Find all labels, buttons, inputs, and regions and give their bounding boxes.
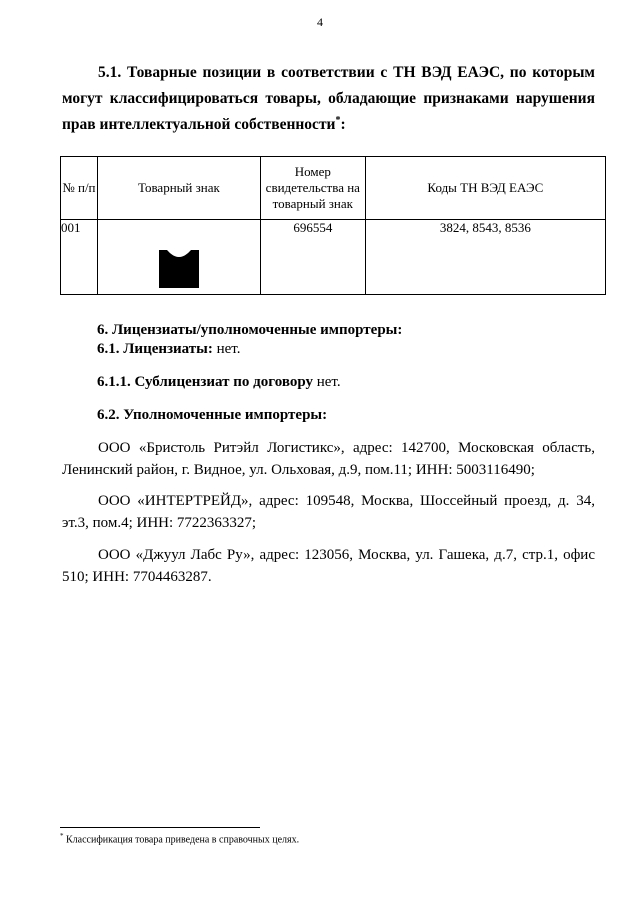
cell-codes: 3824, 8543, 8536 [365,220,605,295]
section-6-1-1-label: 6.1.1. Сублицензиат по договору [97,374,313,390]
header-trademark: Товарный знак [97,157,260,220]
section-6-2-label: 6.2. Уполномоченные импортеры: [97,407,328,423]
footnote-text: Классификация товара приведена в справочных целях. [63,834,300,846]
importer-paragraph: ООО «Бристоль Ритэйл Логистикс», адрес: 142700, Московская область, Ленинский район, г. Видное, ул. Ольховая, д.9, пом.11; ИНН: 5003116490; [62,440,595,478]
header-certificate: Номер свидетельства на товарный знак [260,157,365,220]
footnote [60,832,299,845]
header-number: № п/п [61,157,98,220]
cell-number: 001 [61,220,98,295]
trademark-logo-icon [159,250,199,288]
footnote-divider [60,827,260,828]
footnote-mark: * [60,832,64,840]
table-row [61,220,606,295]
footnote-reference: * [335,114,341,126]
table-header-row [61,157,606,220]
trademark-table [60,156,606,295]
section-6-1-value: нет. [212,341,241,357]
section-6-1 [97,341,241,358]
section-5-1-heading-text: 5.1. Товарные позиции в соответствии с ТН ВЭД ЕАЭС, по которым могут классифицироваться товары, обладающие признаками нарушения прав интеллектуальной собственности [62,64,595,133]
cell-certificate: 696554 [260,220,365,295]
section-5-1-heading-colon: : [340,116,346,133]
importer-paragraph: ООО «ИНТЕРТРЕЙД», адрес: 109548, Москва, Шоссейный проезд, д. 34, эт.3, пом.4; ИНН: 7722363327; [62,493,595,531]
section-6-title [97,322,402,339]
header-codes: Коды ТН ВЭД ЕАЭС [365,157,605,220]
page-number: 4 [317,15,323,29]
section-6-1-1-value: нет. [312,374,341,390]
cell-trademark [97,220,260,295]
section-6-1-label: 6.1. Лицензиаты: [97,341,213,357]
importer-paragraph: ООО «Джуул Лабс Ру», адрес: 123056, Москва, ул. Гашека, д.7, стр.1, офис 510; ИНН: 7704463287. [62,547,595,585]
section-6-1-1 [97,374,341,391]
section-5-1-heading [62,60,595,138]
section-6-title-text: 6. Лицензиаты/уполномоченные импортеры: [97,322,403,338]
section-6-2 [97,407,327,424]
